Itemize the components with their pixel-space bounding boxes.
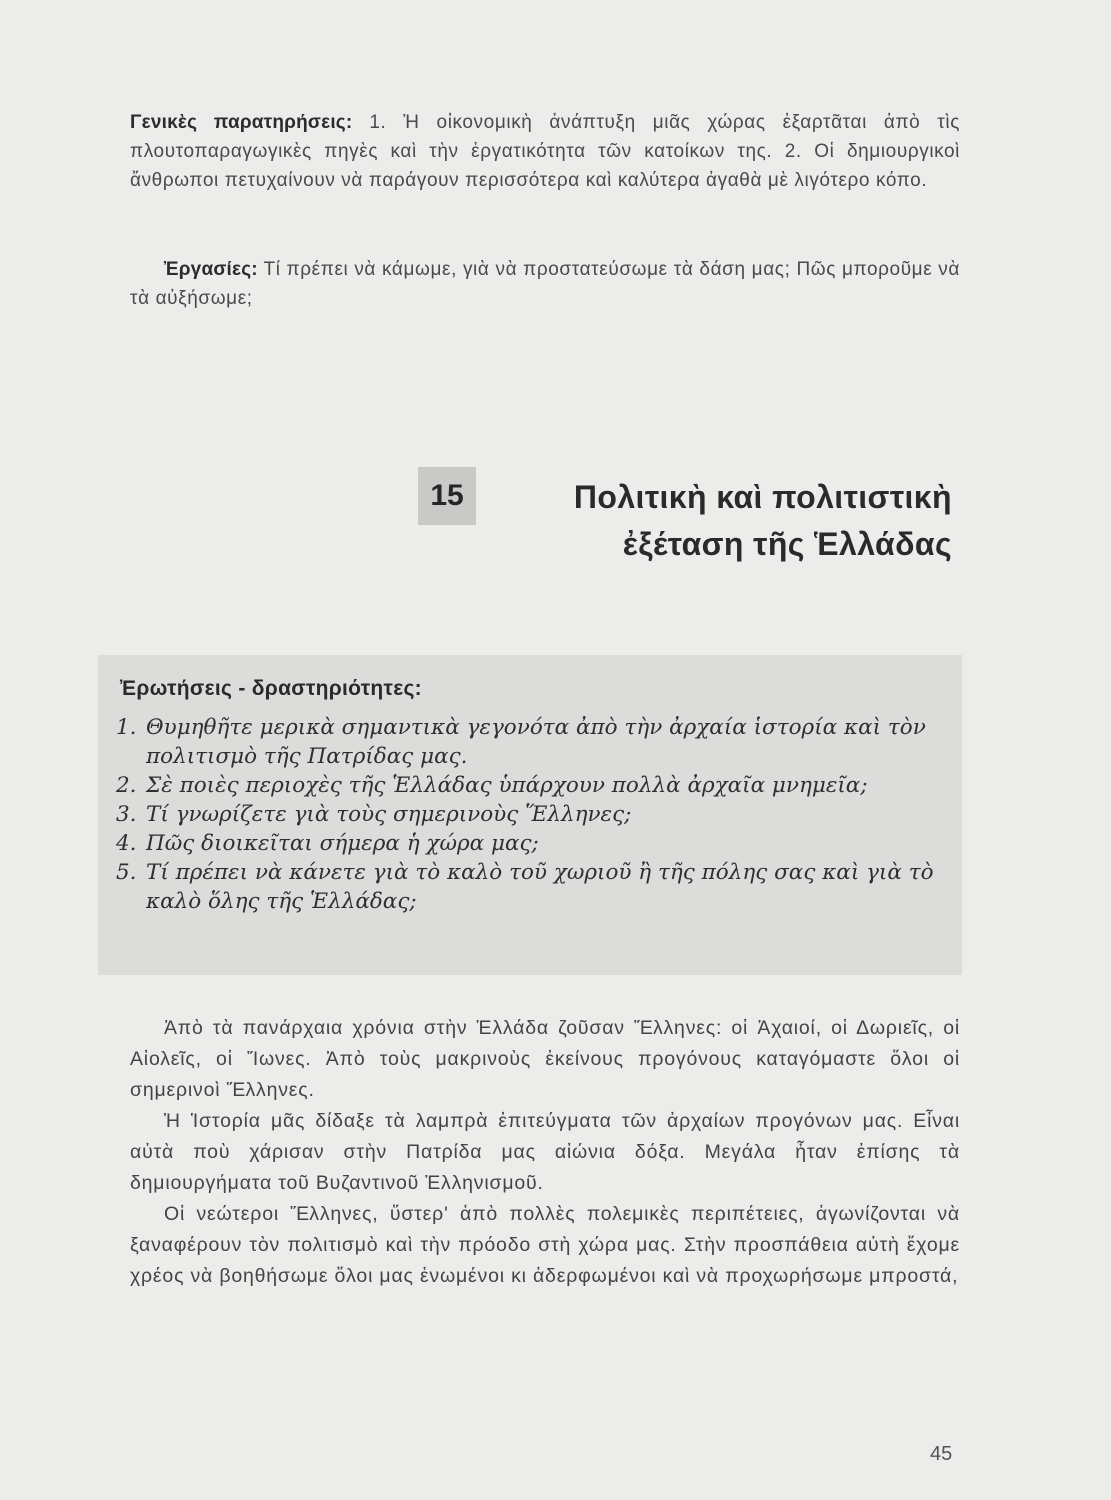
lesson-title-line2: ἐξέταση τῆς Ἑλλάδας xyxy=(622,526,952,562)
general-notes-label: Γενικὲς παρατηρήσεις: xyxy=(130,112,353,133)
questions-box xyxy=(98,655,962,975)
questions-list xyxy=(116,713,946,916)
lesson-title xyxy=(540,474,952,568)
tasks-text: Τί πρέπει νὰ κάμωμε, γιὰ νὰ προστατεύσωμε τὰ δάση μας; Πῶς μποροῦμε νὰ τὰ αὐξήσωμε; xyxy=(130,259,960,309)
question-text: Τί γνωρίζετε γιὰ τοὺς σημερινοὺς Ἕλληνες; xyxy=(146,802,632,827)
tasks xyxy=(130,255,960,313)
question-item xyxy=(116,829,946,858)
question-item xyxy=(116,858,946,916)
narrative-paragraph: Ἀπὸ τὰ πανάρχαια χρόνια στὴν Ἑλλάδα ζοῦσαν Ἕλληνες: οἱ Ἀχαιοί, οἱ Δωριεῖς, οἱ Αἰολεῖς, οἱ Ἴωνες. Ἀπὸ τοὺς μακρινοὺς ἐκείνους προγόνους καταγόμαστε ὅλοι οἱ σημερινοὶ Ἕλληνες. xyxy=(130,1017,960,1101)
question-text: Τί πρέπει νὰ κάνετε γιὰ τὸ καλὸ τοῦ χωριοῦ ἢ τῆς πόλης σας καὶ γιὰ τὸ καλὸ ὅλης τῆς Ἑλλάδας; xyxy=(146,860,934,914)
narrative-paragraph: Οἱ νεώτεροι Ἕλληνες, ὕστερ' ἀπὸ πολλὲς πολεμικὲς περιπέτειες, ἀγωνίζονται νὰ ξαναφέρουν τὸν πολιτισμὸ καὶ τὴν πρόοδο στὴ χώρα μας. Στὴν προσπάθεια αὐτὴ ἔχομε χρέος νὰ βοηθήσωμε ὅλοι μας ἑνωμένοι κι ἀδερφωμένοι καὶ νὰ προχωρήσωμε μπροστά, xyxy=(130,1203,960,1287)
question-text: Σὲ ποιὲς περιοχὲς τῆς Ἑλλάδας ὑπάρχουν πολλὰ ἀρχαῖα μνημεῖα; xyxy=(146,773,868,798)
general-notes xyxy=(130,108,960,195)
lesson-number-badge: 15 xyxy=(418,467,476,525)
question-number: 3. xyxy=(116,802,137,827)
questions-heading: Ἐρωτήσεις - δραστηριότητες: xyxy=(120,677,422,700)
question-item xyxy=(116,713,946,771)
question-number: 1. xyxy=(116,715,137,740)
question-text: Θυμηθῆτε μερικὰ σημαντικὰ γεγονότα ἀπὸ τὴν ἀρχαία ἱστορία καὶ τὸν πολιτισμὸ τῆς Πατρίδας μας. xyxy=(146,715,926,769)
question-number: 4. xyxy=(116,831,137,856)
tasks-label: Ἐργασίες: xyxy=(164,259,258,280)
question-item xyxy=(116,771,946,800)
narrative-paragraph: Ἡ Ἱστορία μᾶς δίδαξε τὰ λαμπρὰ ἐπιτεύγματα τῶν ἀρχαίων προγόνων μας. Εἶναι αὐτὰ ποὺ χάρισαν στὴν Πατρίδα μας αἰώνια δόξα. Μεγάλα ἦταν ἐπίσης τὰ δημιουργήματα τοῦ Βυζαντινοῦ Ἑλληνισμοῦ. xyxy=(130,1110,960,1194)
question-text: Πῶς διοικεῖται σήμερα ἡ χώρα μας; xyxy=(146,831,539,856)
general-notes-text: 1. Ἡ οἰκονομικὴ ἀνάπτυξη μιᾶς χώρας ἐξαρτᾶται ἀπὸ τὶς πλουτοπαραγωγικὲς πηγὲς καὶ τὴν ἐργατικότητα τῶν κατοίκων της. 2. Οἱ δημιουργικοὶ ἄνθρωποι πετυχαίνουν νὰ παράγουν περισσότερα καὶ καλύτερα ἀγαθὰ μὲ λιγότερο κόπο. xyxy=(130,112,960,191)
question-number: 2. xyxy=(116,773,137,798)
page-number: 45 xyxy=(930,1443,953,1465)
question-item xyxy=(116,800,946,829)
narrative-text xyxy=(130,1013,960,1292)
question-number: 5. xyxy=(116,860,137,885)
lesson-title-line1: Πολιτικὴ καὶ πολιτιστικὴ xyxy=(573,479,952,515)
